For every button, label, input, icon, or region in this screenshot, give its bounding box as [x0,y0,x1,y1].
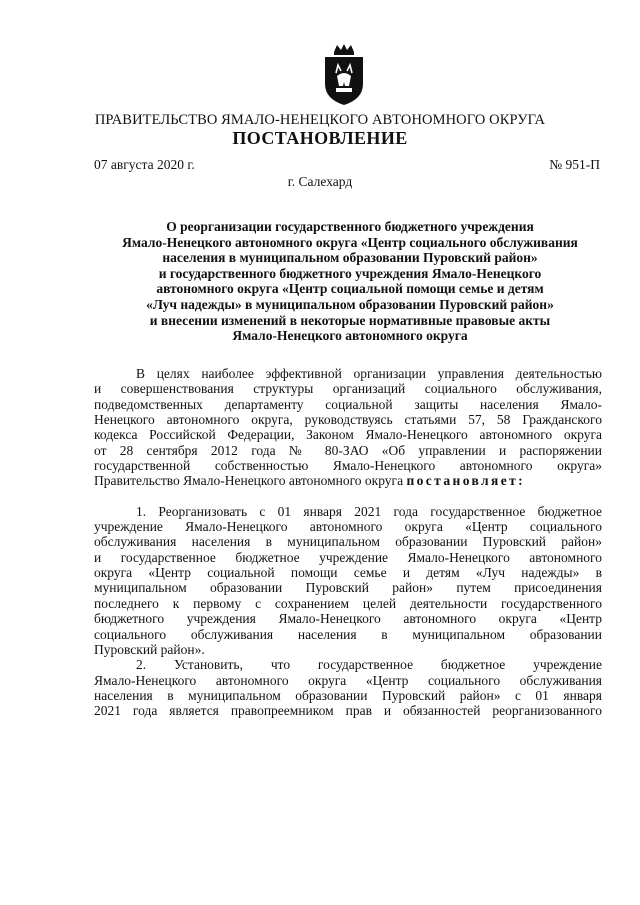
document-city: г. Салехард [287,174,353,189]
title-line: «Луч надежды» в муниципальном образовании Пуровский район» [146,296,554,312]
document-body [94,366,602,719]
text-line: социального обслуживания населения в муниципальном образовании [94,626,602,642]
text-line: округа «Центр социальной помощи семье и детям «Луч надежды» в [94,565,602,581]
authority-name: ПРАВИТЕЛЬСТВО ЯМАЛО-НЕНЕЦКОГО АВТОНОМНОГО ОКРУГА [94,112,546,128]
text-line: бюджетного учреждения Ямало-Ненецкого автономного округа «Центр [94,611,602,627]
text-line: Пуровский район». [94,641,205,657]
text-line: 2. Установить, что государственное бюджетное учреждение [136,657,602,673]
text-line: населения в муниципальном образовании Пуровский район» с 01 января [94,687,602,703]
text-segment: Правительство Ямало-Ненецкого автономного округа [94,473,404,489]
title-line: и внесении изменений в некоторые нормативные правовые акты [149,312,551,328]
title-line: автономного округа «Центр социальной помощи семье и детям [156,281,544,297]
text-line [94,473,602,488]
text-line: Ненецкого автономного округа, руководствуясь статьями 57, 58 Гражданского [94,412,602,428]
text-line: кодекса Российской Федерации, Законом Ямало-Ненецкого автономного округа [94,427,602,443]
document-type: ПОСТАНОВЛЕНИЕ [232,128,408,148]
item-1-paragraph [94,504,602,657]
text-line: обслуживания населения в муниципальном образовании Пуровский район» [94,534,602,550]
text-line: 1. Реорганизовать с 01 января 2021 года государственное бюджетное [136,503,602,519]
text-line: последнего к первому с сохранением целей деятельности государственного [94,595,602,611]
text-line: и совершенствования структуры организаций социального обслуживания, [94,381,602,397]
text-line: государственной собственностью Ямало-Ненецкого автономного округа» [94,458,602,474]
title-line: Ямало-Ненецкого автономного округа [232,328,468,344]
document-title [60,219,640,344]
coat-of-arms-emblem [322,44,366,106]
preamble-paragraph [94,366,602,489]
title-line: населения в муниципальном образовании Пуровский район» [162,250,538,266]
resolves-word: постановляет: [406,473,526,489]
text-line: муниципальном образовании Пуровский район» путем присоединения [94,580,602,596]
paragraph-spacer [94,489,602,504]
title-line: Ямало-Ненецкого автономного округа «Центр социального обслуживания [122,234,578,250]
text-line: и государственное бюджетное учреждение Ямало-Ненецкого автономного [94,549,602,565]
text-line: В целях наиболее эффективной организации управления деятельностью [136,366,602,381]
text-line: учреждение Ямало-Ненецкого автономного округа «Центр социального [94,519,602,535]
document-number: № 951-П [549,157,600,172]
title-line: и государственного бюджетного учреждения Ямало-Ненецкого [158,265,542,281]
item-2-paragraph [94,657,602,718]
text-line: Ямало-Ненецкого автономного округа «Центр социального обслуживания [94,672,602,688]
text-line: 2021 года является правопреемником прав и обязанностей реорганизованного [94,703,602,719]
document-date: 07 августа 2020 г. [94,157,195,172]
title-line: О реорганизации государственного бюджетного учреждения [166,219,534,234]
text-line: от 28 сентября 2012 года № 80-ЗАО «Об управлении и распоряжении [94,442,602,458]
text-line: подведомственных департаменту социальной защиты населения Ямало- [94,396,602,412]
